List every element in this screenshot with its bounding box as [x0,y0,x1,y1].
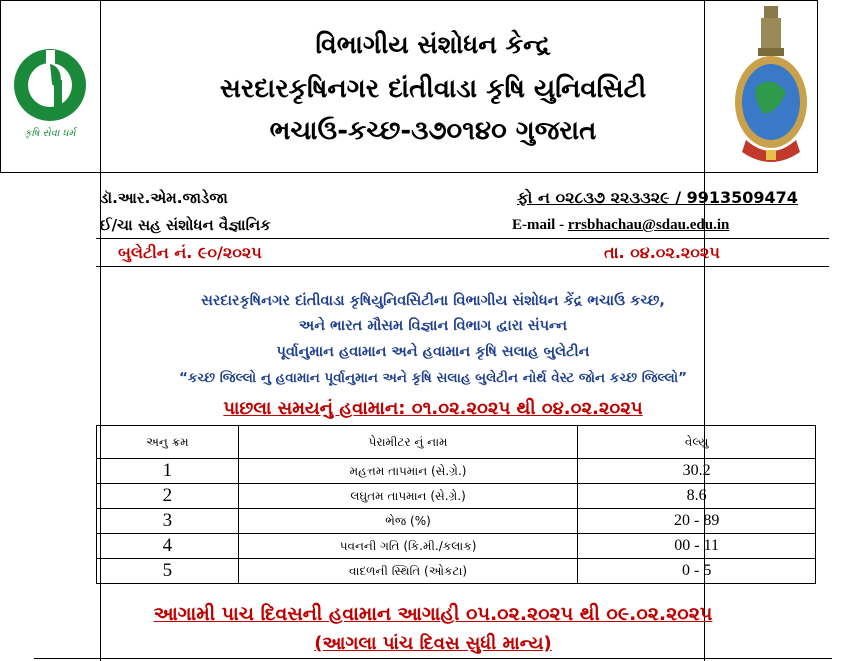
table-row [97,459,816,484]
row-serial: 2 [97,484,239,509]
forecast-validity: (આગલા પાંચ દિવસ સુધી માન્ય) [314,633,552,654]
intro-line-3: પૂર્વાનુમાન હવામાન અને હવામાન કૃષિ સલાહ બુલેટીન [276,344,590,360]
officer-name: ડૉ.આર.એમ.જાડેજા [100,189,228,207]
table-row [97,559,816,584]
logo-caption: કૃષિ સેવા ધર્મ [24,128,76,139]
row-parameter: વાદળની સ્થિતિ (ઓકટા) [238,559,578,584]
phone-line [517,188,798,208]
header-box [0,0,818,173]
past-weather-table [96,425,816,584]
email-link[interactable]: rrsbhachau@sdau.edu.in [567,217,730,233]
row-serial: 3 [97,509,239,534]
government-emblem [726,2,816,170]
institute-address: ભચાઉ-કચ્છ-૩૭૦૧૪૦ ગુજરાત [269,116,597,146]
row-value: 30.2 [578,459,816,484]
intro-line-4: “કચ્છ જિલ્લો નુ હવામાન પૂર્વાનુમાન અને કૃષિ સલાહ બુલેટીન નોર્થ વેસ્ટ જોન કચ્છ જિલ્લો” [178,370,688,386]
table-row [97,534,816,559]
bulletin-divider [96,266,829,267]
intro-line-1: સરદારકૃષિનગર દાંતીવાડા કૃષિયુનિવસિટીના વિભાગીય સંશોધન કેંદ્ર ભચાઉ કચ્છ, [201,293,665,309]
contact-divider [96,238,829,239]
bulletin-number: બુલેટીન નં. ૯૦/૨૦૨૫ [118,243,262,262]
bottom-divider [34,658,832,659]
row-serial: 4 [97,534,239,559]
column-header-parameter: પેરામીટર નું નામ [238,426,578,459]
table-header-row [97,426,816,459]
row-serial: 1 [97,459,239,484]
phone-value: ૦૨૮૩૭ ૨૨૩૩૨૯ / 9913509474 [555,188,798,207]
email-line [512,217,729,234]
table-row [97,509,816,534]
column-header-value: વેલ્યુ [578,426,816,459]
university-name: સરદારકૃષિનગર દાંતીવાડા કૃષિ યુનિવસિટી [219,74,647,104]
column-header-serial: અનુ ક્રમ [97,426,239,459]
forecast-heading: આગામી પાચ દિવસની હવામાન આગાહી ૦૫.૦૨.૨૦૨૫ થી ૦૯.૦૨.૨૦૨૫ [153,603,713,625]
phone-label: ફો ન [517,188,556,207]
table-row [97,484,816,509]
row-parameter: લઘુતમ તાપમાન (સે.ગ્રે.) [238,484,578,509]
past-weather-heading: પાછલા સમયનું હવામાન: ૦૧.૦૨.૨૦૨૫ થી ૦૪.૦૨.૨૦૨૫ [223,398,643,419]
intro-line-2: અને ભારત મૌસમ વિજ્ઞાન વિભાગ દ્વારા સંપન્ન [298,318,568,334]
row-value: 20 - 89 [578,509,816,534]
row-parameter: ભેજ (%) [238,509,578,534]
row-serial: 5 [97,559,239,584]
bulletin-date: તા. ૦૪.૦૨.૨૦૨૫ [604,243,720,262]
row-value: 0 - 5 [578,559,816,584]
email-label: E-mail - [512,217,568,233]
row-value: 8.6 [578,484,816,509]
row-parameter: મહત્તમ તાપમાન (સે.ગ્રે.) [238,459,578,484]
institute-name: વિભાગીય સંશોધન કેન્દ્ર [315,30,551,59]
row-parameter: પવનની ગતિ (કિ.મી./કલાક) [238,534,578,559]
row-value: 00 - 11 [578,534,816,559]
officer-designation: ઈ/ચા સહ સંશોધન વૈજ્ઞાનિક [100,216,271,234]
